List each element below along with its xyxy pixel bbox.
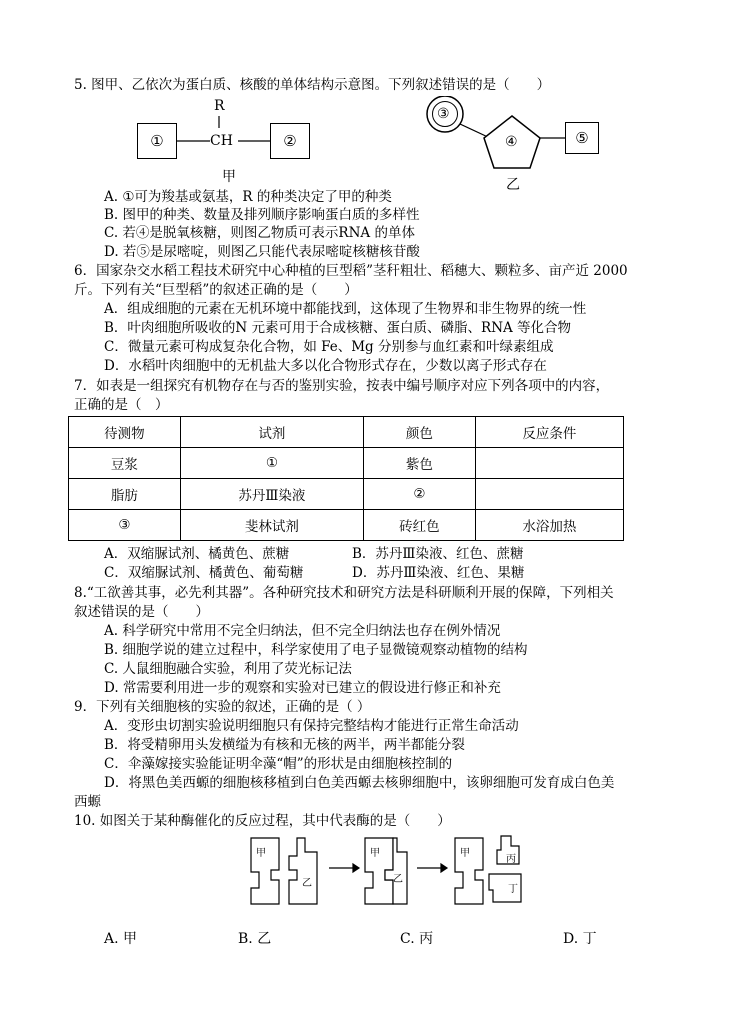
q7-table (68, 416, 624, 541)
q5-option-a: A. ①可为羧基或氨基，R 的种类决定了甲的种类 (104, 189, 392, 205)
q8-option-a: A. 科学研究中常用不完全归纳法，但不完全归纳法也存在例外情况 (104, 623, 501, 639)
q9-option-a: A．变形虫切割实验说明细胞只有保持完整结构才能进行正常生命活动 (104, 718, 519, 734)
label-yi-2: 乙 (393, 874, 403, 885)
q10-option-c: C. 丙 (400, 931, 434, 947)
table-cell: 脂肪 (69, 479, 181, 510)
label-ding: 丁 (508, 884, 518, 895)
circle-2-box: ② (270, 123, 310, 159)
table-header-cell: 颜色 (364, 417, 476, 448)
table-cell: 砖红色 (364, 510, 476, 541)
q6-option-c: C．微量元素可构成复杂化合物，如 Fe、Mg 分别参与血红素和叶绿素组成 (104, 339, 554, 355)
label-jia-3: 甲 (460, 848, 470, 859)
table-cell: ③ (69, 510, 181, 541)
q6-stem-line1: 6．国家杂交水稻工程技术研究中心种植的巨型稻”茎秆粗壮、稻穗大、颗粒多、亩产近 2000 (74, 263, 628, 279)
label-jia-1: 甲 (256, 848, 266, 859)
q6-option-d: D．水稻叶肉细胞中的无机盐大多以化合物形式存在，少数以离子形式存在 (104, 358, 547, 374)
q10-option-d: D. 丁 (563, 931, 597, 947)
base-5-box: ⑤ (565, 122, 599, 154)
q7-stem-line2: 正确的是（ ） (74, 397, 169, 413)
table-header-row (69, 417, 624, 448)
table-cell: 豆浆 (69, 448, 181, 479)
q9-option-d: D．将黑色美西螈的细胞核移植到白色美西螈去核卵细胞中，该卵细胞可发育成白色美 (104, 775, 615, 791)
table-cell: ① (180, 448, 363, 479)
q5-option-b: B. 图甲的种类、数量及排列顺序影响蛋白质的多样性 (104, 207, 420, 223)
q5-option-d: D. 若⑤是尿嘧啶，则图乙只能代表尿嘧啶核糖核苷酸 (104, 244, 420, 260)
q8-option-b: B. 细胞学说的建立过程中，科学家使用了电子显微镜观察动植物的结构 (104, 642, 528, 658)
q7-stem-line1: 7．如表是一组探究有机物存在与否的鉴别实验，按表中编号顺序对应下列各项中的内容， (74, 378, 610, 394)
q8-stem-line2: 叙述错误的是（ ） (74, 604, 209, 620)
table-header-cell: 反应条件 (475, 417, 623, 448)
q10-option-b: B. 乙 (238, 931, 272, 947)
table-cell: 紫色 (364, 448, 476, 479)
q10-option-a: A. 甲 (104, 931, 138, 947)
q5-stem: 5. 图甲、乙依次为蛋白质、核酸的单体结构示意图。下列叙述错误的是（ ） (74, 77, 551, 93)
circle-1-box: ① (137, 123, 177, 159)
q8-option-d: D. 常需要利用进一步的观察和实验对已建立的假设进行修正和补充 (104, 680, 501, 696)
q6-option-a: A．组成细胞的元素在无机环境中都能找到，这体现了生物界和非生物界的统一性 (104, 301, 587, 317)
q9-option-d-continued: 西螈 (74, 794, 101, 810)
table-header-cell: 试剂 (180, 417, 363, 448)
table-cell: 斐林试剂 (180, 510, 363, 541)
pentagon-4-label: ④ (505, 134, 518, 150)
q7-option-c: C．双缩脲试剂、橘黄色、葡萄糖 (104, 565, 304, 581)
r-group-label: R (214, 98, 225, 114)
q8-option-c: C. 人鼠细胞融合实验，利用了荧光标记法 (104, 661, 352, 677)
table-row (69, 448, 624, 479)
table-cell: ② (364, 479, 476, 510)
fig-jia-caption: 甲 (222, 169, 236, 185)
enzyme-reaction-diagram (245, 832, 535, 912)
table-header-cell: 待测物 (69, 417, 181, 448)
table-row (69, 510, 624, 541)
fig-yi-caption: 乙 (506, 177, 520, 193)
table-cell (475, 448, 623, 479)
q5-option-c: C. 若④是脱氧核糖，则图乙物质可表示RNA 的单体 (104, 225, 415, 241)
ch-label: CH (210, 133, 233, 149)
q9-stem: 9．下列有关细胞核的实验的叙述，正确的是（ ） (74, 699, 371, 715)
circle-3-label: ③ (437, 106, 450, 122)
table-cell: 苏丹Ⅲ染液 (180, 479, 363, 510)
q7-option-d: D．苏丹Ⅲ染液、红色、果糖 (352, 565, 525, 581)
q10-stem: 10. 如图关于某种酶催化的反应过程，其中代表酶的是（ ） (74, 813, 451, 829)
q6-stem-line2: 斤。下列有关“巨型稻”的叙述正确的是（ ） (74, 282, 358, 298)
q6-option-b: B．叶肉细胞所吸收的N 元素可用于合成核糖、蛋白质、磷脂、RNA 等化合物 (104, 320, 572, 336)
q8-stem-line1: 8.“工欲善其事，必先利其器”。各种研究技术和研究方法是科研顺利开展的保障，下列相关 (74, 585, 614, 601)
table-cell: 水浴加热 (475, 510, 623, 541)
table-cell (475, 479, 623, 510)
table-row (69, 479, 624, 510)
label-bing: 丙 (506, 854, 516, 865)
q7-option-b: B．苏丹Ⅲ染液、红色、蔗糖 (352, 546, 524, 562)
label-jia-2: 甲 (370, 848, 380, 859)
q9-option-c: C．伞藻嫁接实验能证明伞藻“帽”的形状是由细胞核控制的 (104, 756, 453, 772)
label-yi-1: 乙 (302, 878, 312, 889)
q7-option-a: A．双缩脲试剂、橘黄色、蔗糖 (104, 546, 290, 562)
q9-option-b: B．将受精卵用头发横缢为有核和无核的两半，两半都能分裂 (104, 737, 465, 753)
